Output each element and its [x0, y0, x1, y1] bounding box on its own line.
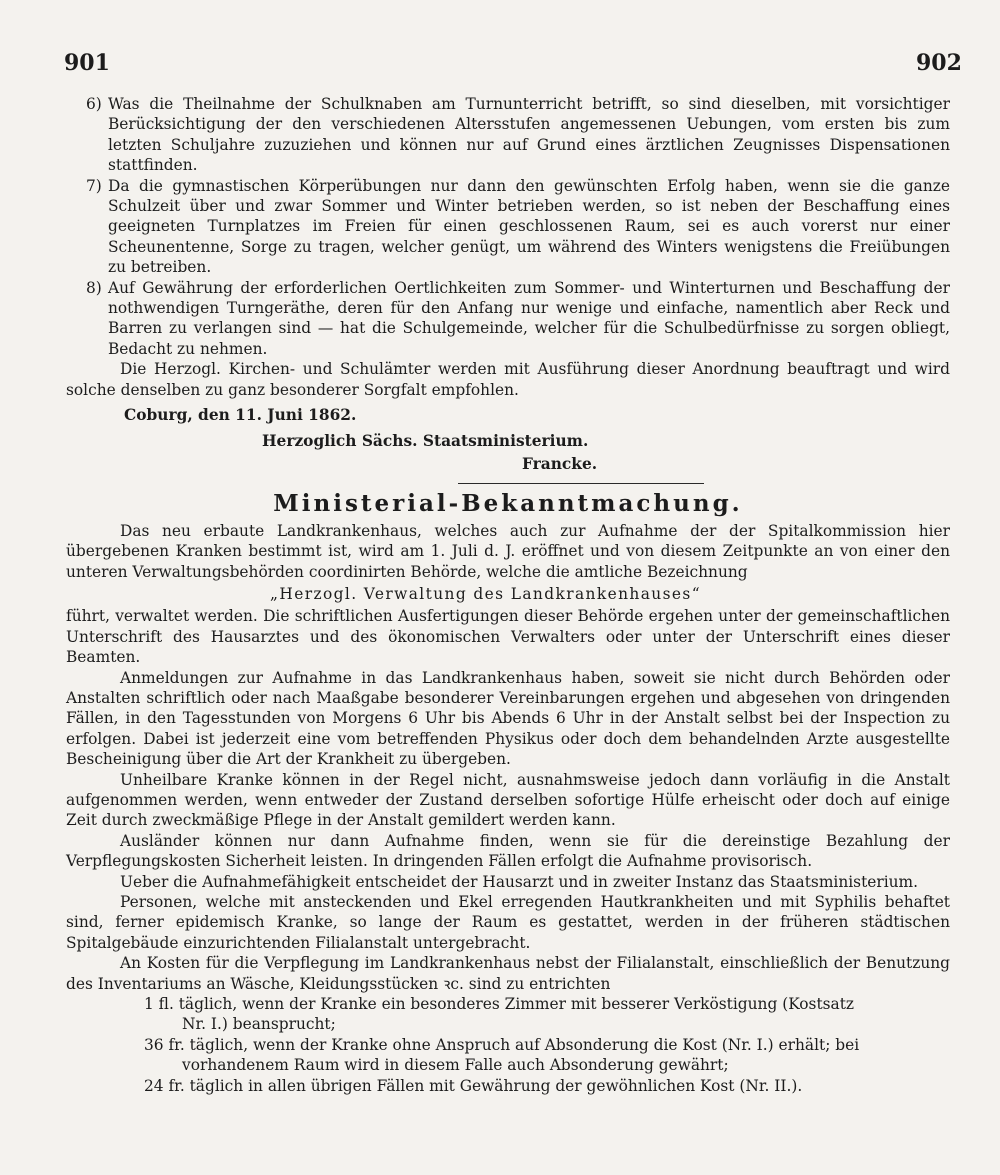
text-column: [66, 94, 950, 1096]
item-text: Da die gymnastischen Körperübungen nur dann den gewünschten Erfolg haben, wenn sie die ganze Schulzeit über und zwar Sommer und Winter betrieben werden, so ist neben der Beschaffung eines geeigneten Turnplatzes im Freien für einen geschlossenen Raum, sei es auch vorerst nur einer Scheunentenne, Sorge zu tragen, welcher genügt, um während des Winters wenigstens die Freiübungen zu betreiben.: [108, 176, 950, 277]
list-item: [66, 176, 950, 278]
list-item: [66, 94, 950, 176]
body-paragraph: Personen, welche mit ansteckenden und Ekel erregenden Hautkrankheiten und mit Syphilis behaftet sind, ferner epidemisch Kranke, so lange der Raum es gestattet, werden in der früheren städtischen Spitalgebäude einzurichtenden Filialanstalt untergebracht.: [66, 893, 950, 952]
fee-item: [66, 1035, 950, 1076]
fee-lead: 36 fr. täglich, wenn der Kranke ohne Anspruch auf Absonderung die Kost (Nr. I.) erhält; bei: [144, 1035, 860, 1054]
fee-continuation: vorhandenem Raum wird in diesem Falle auch Absonderung gewährt;: [182, 1056, 729, 1075]
body-paragraph: Anmeldungen zur Aufnahme in das Landkrankenhaus haben, soweit sie nicht durch Behörden oder Anstalten schriftlich oder nach Maaßgabe besonderer Vereinbarungen ergehen und abgesehen von dringenden Fällen, in den Tagesstunden von Morgens 6 Uhr bis Abends 6 Uhr in der Anstalt selbst bei der Inspection zu erfolgen. Dabei ist jederzeit eine vom betreffenden Physikus oder doch dem behandelnden Arzte ausgestellte Bescheinigung über die Art der Krankheit zu übergeben.: [66, 668, 950, 769]
list-item: [66, 278, 950, 360]
item-number: 7): [86, 176, 102, 195]
ministry-name: Herzoglich Sächs. Staatsministerium.: [262, 431, 589, 450]
item-text: Was die Theilnahme der Schulknaben am Turnunterricht betrifft, so sind dieselben, mit vorsichtiger Berücksichtigung der den verschiedenen Altersstufen angemessenen Uebungen, vom ersten bis zum letzten Schuljahre zuzuziehen und können nur auf Grund eines ärztlichen Zeugnisses Dispensationen stattfinden.: [108, 95, 950, 175]
page-number-right: 902: [916, 50, 962, 76]
body-paragraph: führt, verwaltet werden. Die schriftlichen Ausfertigungen dieser Behörde ergehen unter der gemeinschaftlichen Unterschrift des Hausarztes und des ökonomischen Verwalters oder unter der Unterschrift eines dieser Beamten.: [66, 607, 950, 667]
item-text: Auf Gewährung der erforderlichen Oertlichkeiten zum Sommer- und Winterturnen und Beschaffung der nothwendigen Turngeräthe, deren für den Anfang nur wenige und einfache, namentlich aber Reck und Barren zu verlangen sind — hat die Schulgemeinde, welcher für die Schulbedürfnisse zu sorgen obliegt, Bedacht zu nehmen.: [108, 278, 950, 358]
official-designation: „Herzogl. Verwaltung des Landkrankenhauses“: [270, 584, 701, 603]
item-number: 8): [86, 278, 102, 297]
fee-continuation: Nr. I.) beansprucht;: [182, 1015, 336, 1034]
item-number: 6): [86, 95, 102, 113]
signature: Francke.: [522, 454, 598, 473]
fee-item: [66, 994, 950, 1035]
closing-paragraph: Die Herzogl. Kirchen- und Schulämter werden mit Ausführung dieser Anordnung beauftragt und wird solche denselben zu ganz besonderer Sorgfalt empfohlen.: [66, 360, 950, 399]
body-paragraph: Unheilbare Kranke können in der Regel nicht, ausnahmsweise jedoch dann vorläufig in die Anstalt aufgenommen werden, wenn entweder der Zustand derselben sofortige Hülfe erheischt oder doch auf einige Zeit durch zweckmäßige Pflege in der Anstalt gemildert werden kann.: [66, 770, 950, 830]
body-paragraph: Ausländer können nur dann Aufnahme finden, wenn sie für die dereinstige Bezahlung der Verpflegungskosten Sicherheit leisten. In dringenden Fällen erfolgt die Aufnahme provisorisch.: [66, 831, 950, 871]
body-paragraph: Das neu erbaute Landkrankenhaus, welches auch zur Aufnahme der der Spitalkommission hier übergebenen Kranken bestimmt ist, wird am 1. Juli d. J. eröffnet und von diesem Zeitpunkte an von einer den unteren Verwaltungsbehörden coordinirten Behörde, welche die amtliche Bezeichnung: [66, 521, 950, 581]
page-number-left: 901: [64, 50, 110, 76]
date-line: Coburg, den 11. Juni 1862.: [124, 406, 357, 425]
body-paragraph: An Kosten für die Verpflegung im Landkrankenhaus nebst der Filialanstalt, einschließlich der Benutzung des Inventariums an Wäsche, Kleidungsstücken ꝛc. sind zu entrichten: [66, 954, 950, 993]
section-heading: Ministerial-Bekanntmachung.: [273, 490, 743, 518]
divider-rule: [458, 483, 704, 484]
body-paragraph: Ueber die Aufnahmefähigkeit entscheidet der Hausarzt und in zweiter Instanz das Staatsministerium.: [120, 872, 919, 891]
fee-item: [66, 1076, 950, 1096]
fee-lead: 1 fl. täglich, wenn der Kranke ein besonderes Zimmer mit besserer Verköstigung (Kostsatz: [144, 995, 854, 1014]
fee-lead: 24 fr. täglich in allen übrigen Fällen mit Gewährung der gewöhnlichen Kost (Nr. II.).: [144, 1076, 803, 1095]
